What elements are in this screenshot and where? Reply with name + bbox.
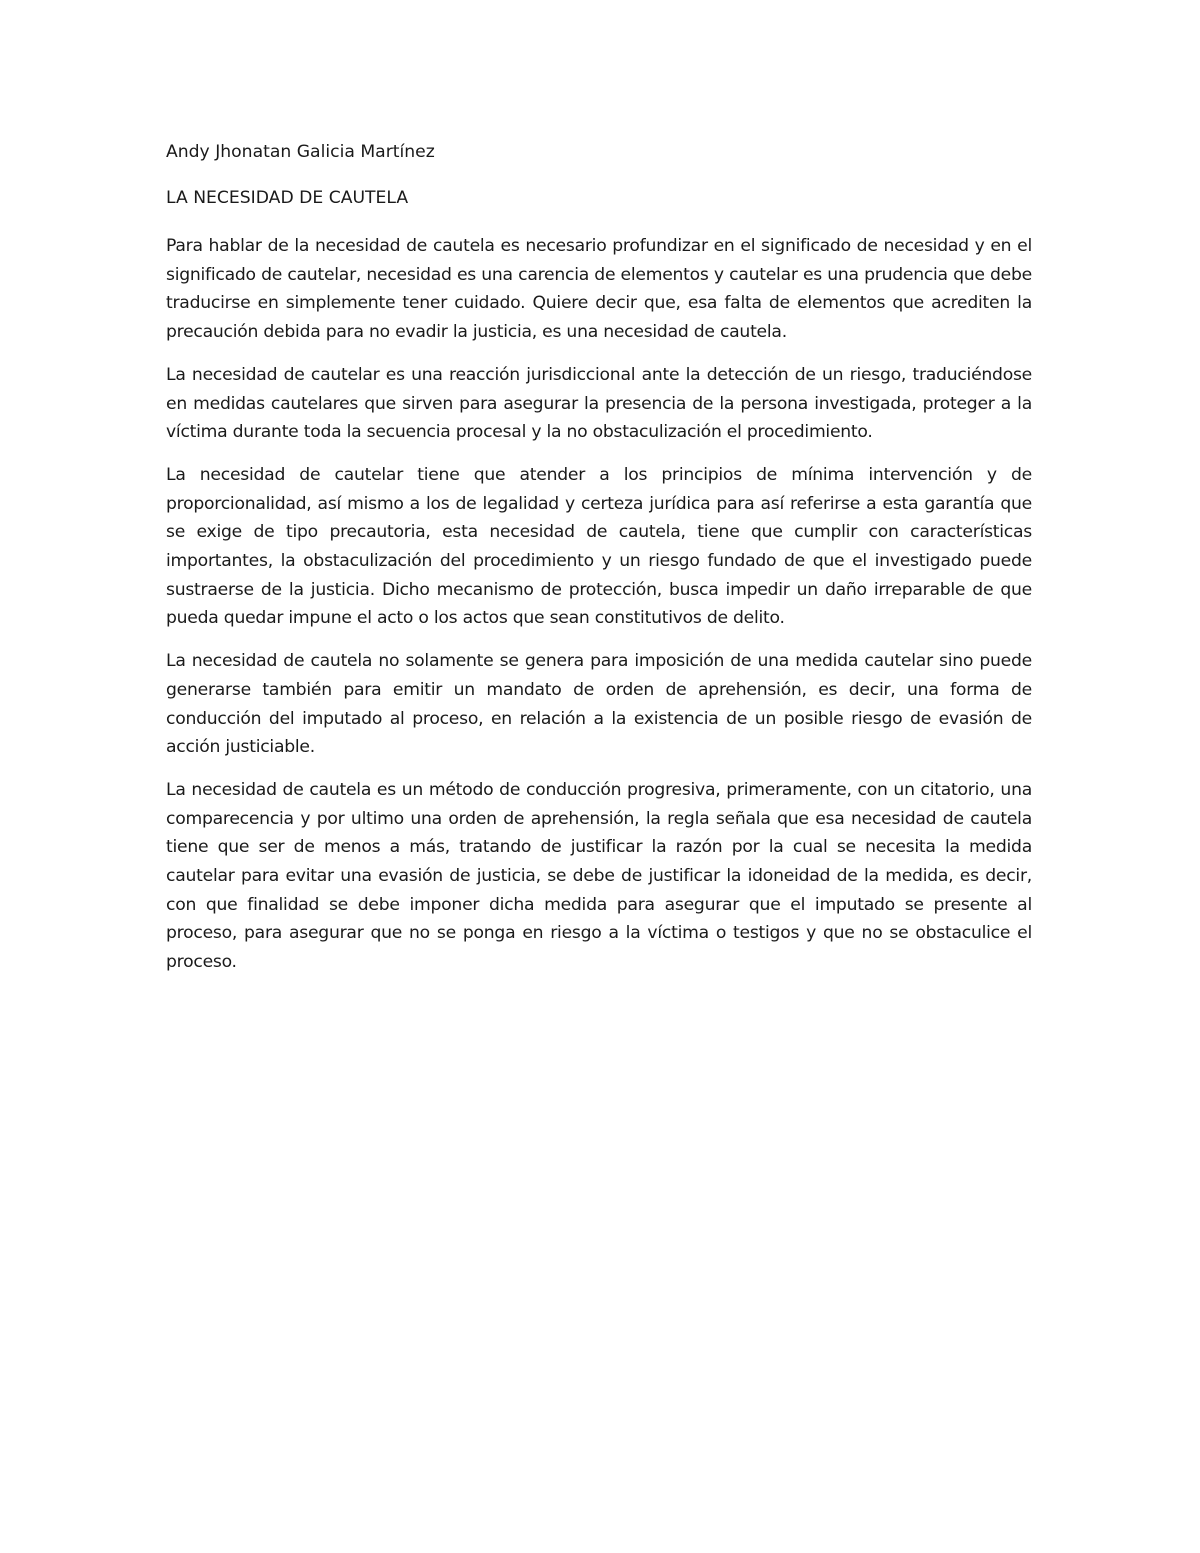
paragraph-2: La necesidad de cautelar es una reacción jurisdiccional ante la detección de un riesgo, traduciéndose en medidas cautelares que sirven para asegurar la presencia de la persona investigada, proteger a la víctima durante toda la secuencia procesal y la no obstaculización el procedimiento.	[166, 364, 1032, 443]
paragraph-5: La necesidad de cautela es un método de conducción progresiva, primeramente, con un citatorio, una comparecencia y por ultimo una orden de aprehensión, la regla señala que esa necesidad de cautela tiene que ser de menos a más, tratando de justificar la razón por la cual se necesita la medida cautelar para evitar una evasión de justicia, se debe de justificar la idoneidad de la medida, es decir, con que finalidad se debe imponer dicha medida para asegurar que el imputado se presente al proceso, para asegurar que no se ponga en riesgo a la víctima o testigos y que no se obstaculice el proceso.	[166, 779, 1032, 973]
author-name: Andy Jhonatan Galicia Martínez	[166, 142, 435, 162]
paragraph-3: La necesidad de cautelar tiene que atender a los principios de mínima intervención y de proporcionalidad, así mismo a los de legalidad y certeza jurídica para así referirse a esta garantía que se exige de tipo precautoria, esta necesidad de cautela, tiene que cumplir con características importantes, la obstaculización del procedimiento y un riesgo fundado de que el investigado puede sustraerse de la justicia. Dicho mecanismo de protección, busca impedir un daño irreparable de que pueda quedar impune el acto o los actos que sean constitutivos de delito.	[166, 464, 1032, 629]
document-body	[166, 138, 1032, 977]
paragraph-4: La necesidad de cautela no solamente se genera para imposición de una medida cautelar sino puede generarse también para emitir un mandato de orden de aprehensión, es decir, una forma de conducción del imputado al proceso, en relación a la existencia de un posible riesgo de evasión de acción justiciable.	[166, 651, 1032, 758]
document-title: LA NECESIDAD DE CAUTELA	[166, 188, 409, 208]
paragraph-1: Para hablar de la necesidad de cautela es necesario profundizar en el significado de necesidad y en el significado de cautelar, necesidad es una carencia de elementos y cautelar es una prudencia que debe traducirse en simplemente tener cuidado. Quiere decir que, esa falta de elementos que acrediten la precaución debida para no evadir la justicia, es una necesidad de cautela.	[166, 236, 1032, 343]
